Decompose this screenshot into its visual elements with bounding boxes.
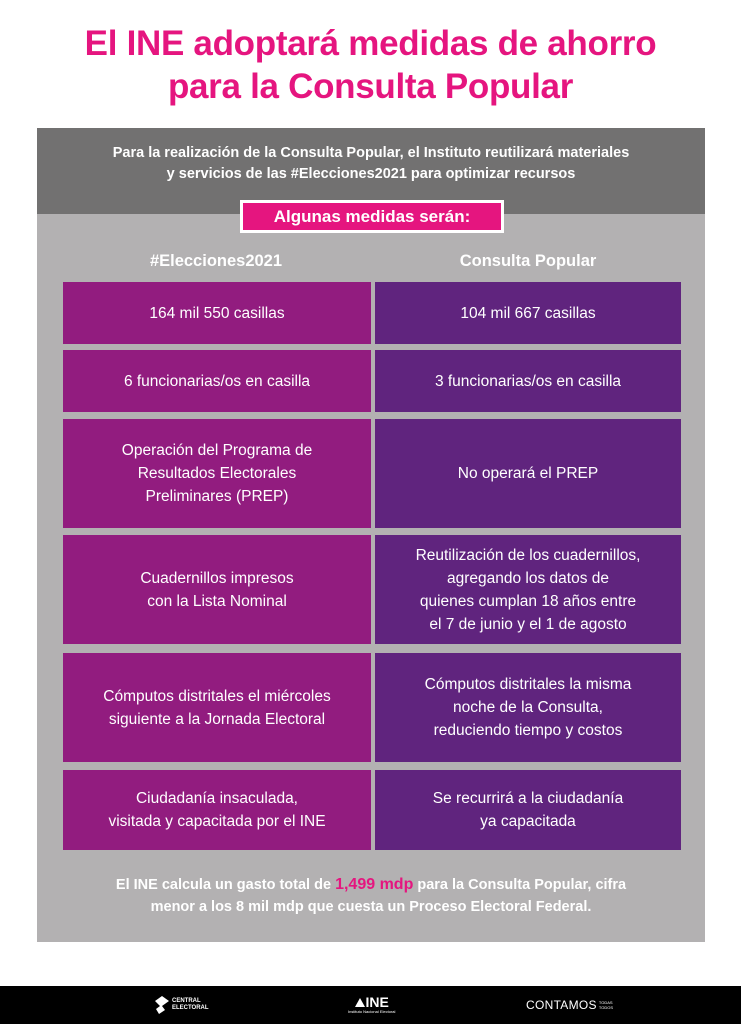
cost-highlight: 1,499 mdp	[335, 876, 414, 893]
intro-line-2: y servicios de las #Elecciones2021 para optimizar recursos	[166, 166, 576, 182]
cell-text	[425, 673, 632, 742]
title-line-2: para la Consulta Popular	[167, 67, 574, 106]
cell-text	[122, 439, 312, 508]
ine-logo-text: INE	[365, 994, 389, 1010]
central-electoral-logo	[155, 992, 209, 1018]
ine-logo-subtitle: Instituto Nacional Electoral	[348, 1009, 396, 1014]
ine-triangle-icon	[355, 998, 365, 1007]
intro-line-1: Para la realización de la Consulta Popular, el Instituto reutilizará materiales	[112, 145, 630, 161]
footer-bar	[0, 986, 741, 1024]
elecciones-cell	[63, 770, 371, 850]
consulta-cell	[375, 350, 681, 412]
cell-line: visitada y capacitada por el INE	[108, 813, 326, 830]
column-header-elecciones: #Elecciones2021	[149, 252, 283, 270]
title-line-1: El INE adoptará medidas de ahorro	[84, 24, 657, 63]
consulta-cell	[375, 419, 681, 528]
contamos-side-line-2: TODOS	[598, 1005, 613, 1010]
consulta-cell	[375, 535, 681, 644]
page-title	[0, 22, 741, 108]
contamos-side-line-1: TODAS	[598, 1000, 613, 1005]
cost-note-text: para la Consulta Popular, cifra	[413, 877, 627, 893]
cell-line: con la Lista Nominal	[147, 592, 287, 610]
cell-line: Preliminares (PREP)	[145, 488, 289, 505]
cell-line: ya capacitada	[480, 813, 576, 830]
cell-line: quienes cumplan 18 años entre	[419, 592, 637, 610]
cell-text	[433, 787, 623, 833]
cell-line: reduciendo tiempo y costos	[433, 722, 623, 739]
cost-note	[37, 874, 705, 918]
cell-text	[458, 462, 598, 485]
cell-line: Cómputos distritales la misma	[424, 676, 632, 693]
cell-line: Reutilización de los cuadernillos,	[415, 546, 641, 564]
ine-logo	[348, 992, 395, 1018]
cell-line: el 7 de junio y el 1 de agosto	[429, 615, 627, 633]
elecciones-cell	[63, 535, 371, 644]
comparison-panel	[37, 128, 705, 942]
cell-text	[140, 567, 293, 613]
cell-text	[124, 370, 310, 393]
contamos-logo	[526, 992, 613, 1018]
cell-text	[435, 370, 621, 393]
cell-line: 6 funcionarias/os en casilla	[123, 372, 311, 390]
contamos-logo-text: CONTAMOS	[526, 998, 597, 1012]
cell-text	[460, 302, 595, 325]
cell-line: agregando los datos de	[446, 569, 610, 587]
cell-line: No operará el PREP	[457, 465, 599, 482]
elecciones-cell	[63, 419, 371, 528]
cell-text	[103, 685, 330, 731]
elecciones-cell	[63, 653, 371, 762]
cell-line: noche de la Consulta,	[453, 699, 603, 716]
central-electoral-line-1: CENTRAL	[172, 998, 201, 1004]
consulta-cell	[375, 282, 681, 344]
consulta-cell	[375, 653, 681, 762]
elecciones-cell	[63, 282, 371, 344]
cell-line: 164 mil 550 casillas	[149, 304, 285, 322]
column-header-consulta: Consulta Popular	[459, 252, 597, 270]
cost-note-text: El INE calcula un gasto total de	[115, 877, 336, 893]
cell-line: siguiente a la Jornada Electoral	[108, 710, 326, 728]
cell-text	[108, 787, 325, 833]
measures-badge: Algunas medidas serán:	[240, 200, 504, 233]
cell-line: Se recurrirá a la ciudadanía	[432, 790, 624, 807]
central-electoral-icon	[155, 996, 169, 1014]
cell-text	[149, 302, 284, 325]
cell-line: Ciudadanía insaculada,	[135, 790, 298, 807]
cell-line: 3 funcionarias/os en casilla	[434, 372, 622, 390]
cell-text	[416, 544, 641, 636]
consulta-cell	[375, 770, 681, 850]
cell-line: Operación del Programa de	[121, 442, 313, 459]
cost-note-line-2: menor a los 8 mil mdp que cuesta un Proceso Electoral Federal.	[150, 899, 592, 915]
cell-line: Cómputos distritales el miércoles	[103, 687, 331, 705]
elecciones-cell	[63, 350, 371, 412]
cost-note-line-1	[37, 874, 705, 896]
cell-line: 104 mil 667 casillas	[460, 304, 596, 322]
cell-line: Cuadernillos impresos	[140, 569, 294, 587]
central-electoral-line-2: ELECTORAL	[172, 1005, 209, 1011]
cell-line: Resultados Electorales	[137, 465, 297, 482]
